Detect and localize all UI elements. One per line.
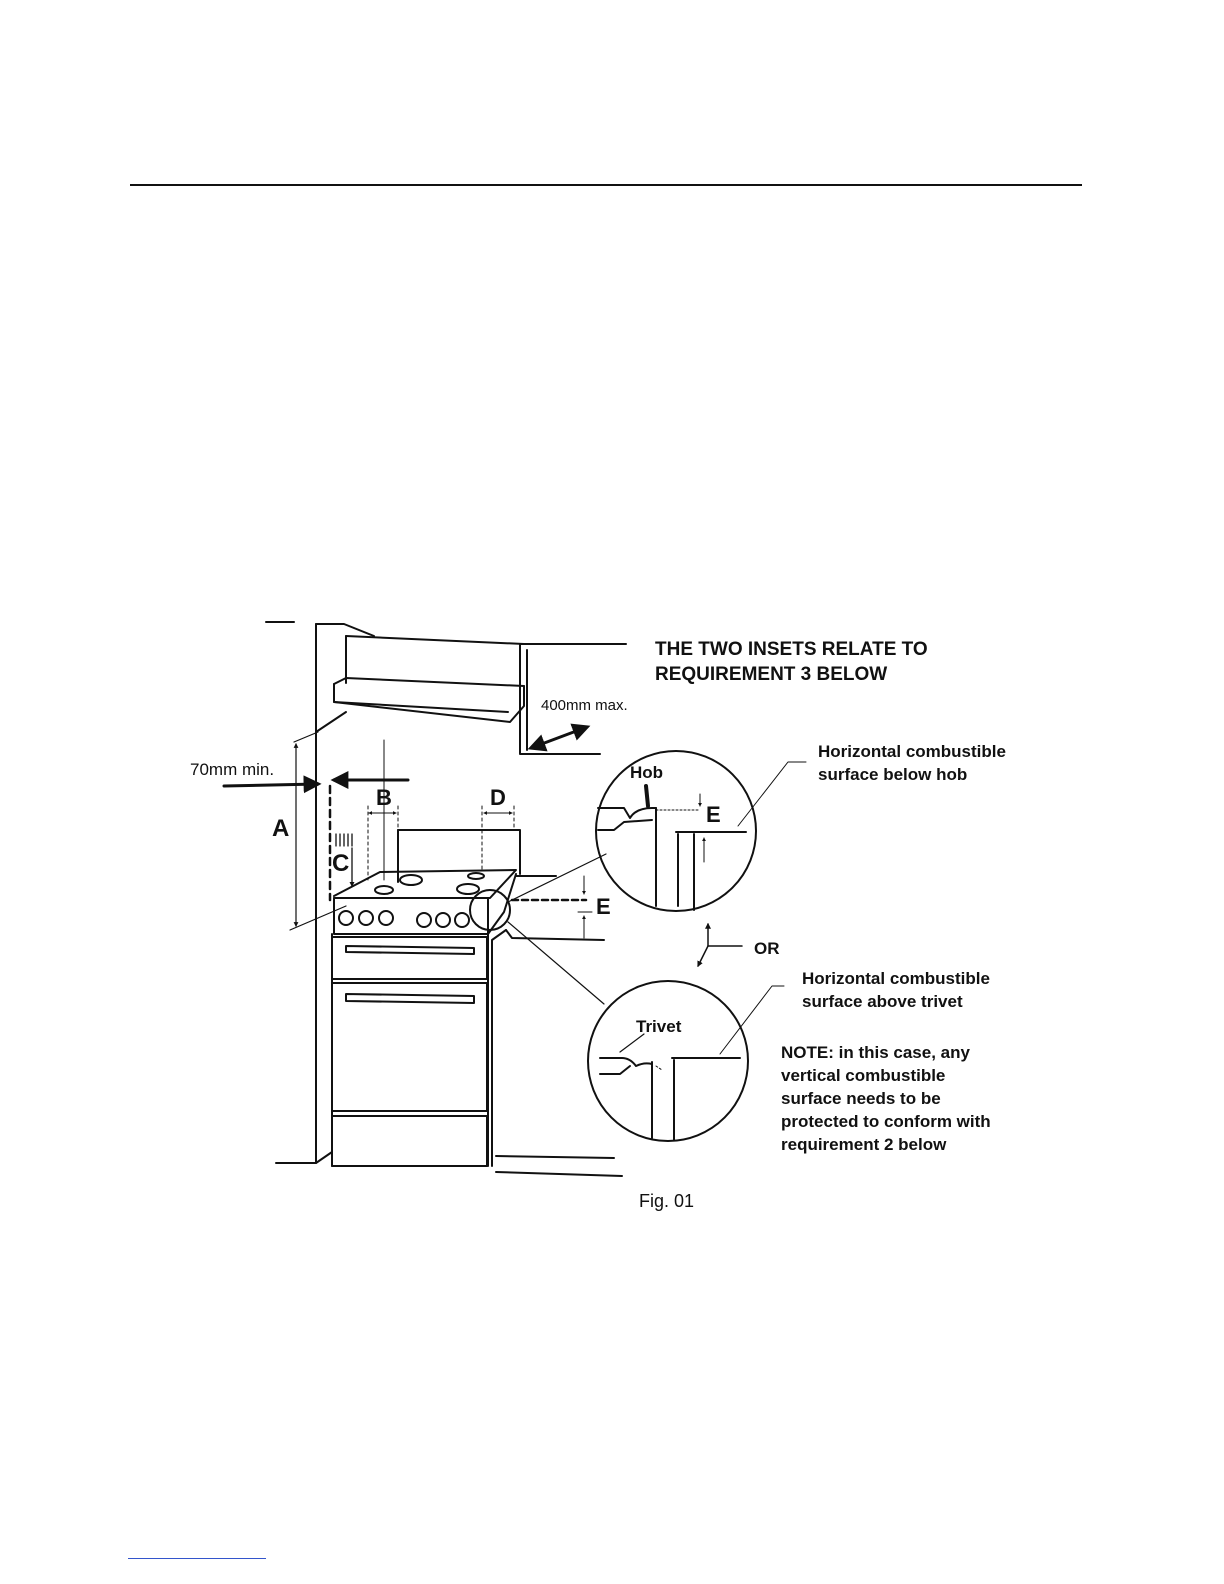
surface-below-hob-line1: Horizontal combustible (818, 742, 1006, 761)
hob-label: Hob (630, 763, 664, 782)
dimension-a-lines (290, 732, 346, 930)
trivet-label: Trivet (636, 1017, 682, 1036)
note-line4: protected to conform with (781, 1112, 991, 1131)
note-line3: surface needs to be (781, 1089, 941, 1108)
inset-heading-line2: REQUIREMENT 3 BELOW (655, 663, 888, 685)
dimension-b-label: B (376, 785, 392, 810)
surface-above-trivet-line2: surface above trivet (802, 992, 963, 1011)
range-hood (316, 636, 524, 732)
dimension-c-label: C (332, 850, 350, 877)
dimension-e-label: E (596, 894, 611, 919)
hood-gap-label: 400mm max. (541, 697, 628, 714)
inset-heading-line1: THE TWO INSETS RELATE TO (655, 639, 928, 660)
figure-caption: Fig. 01 (639, 1191, 695, 1211)
counter (492, 876, 622, 1176)
note-line1: in this case, any (833, 1043, 970, 1062)
footer-link-underline (128, 1558, 266, 1559)
note-line5: requirement 2 below (781, 1135, 947, 1154)
inset-bottom-drawing (588, 981, 784, 1141)
note-prefix: NOTE: (781, 1043, 834, 1062)
protection-note (781, 1041, 991, 1156)
or-connector (698, 924, 742, 966)
surface-above-trivet-line1: Horizontal combustible (802, 969, 990, 988)
dimension-d-label: D (490, 785, 506, 810)
dimension-e-marker (512, 876, 592, 938)
inset-heading (655, 639, 928, 689)
inset-e-label: E (706, 802, 721, 827)
inset-top-drawing (596, 751, 806, 911)
hood-gap-arrow (531, 727, 587, 748)
surface-below-hob-label (818, 740, 1006, 786)
surface-above-trivet-label (802, 967, 990, 1013)
dimension-a-label: A (272, 815, 290, 842)
or-label: OR (754, 939, 780, 958)
note-line2: vertical combustible (781, 1066, 946, 1085)
surface-below-hob-line2: surface below hob (818, 765, 968, 784)
side-clearance-label: 70mm min. (190, 760, 275, 779)
